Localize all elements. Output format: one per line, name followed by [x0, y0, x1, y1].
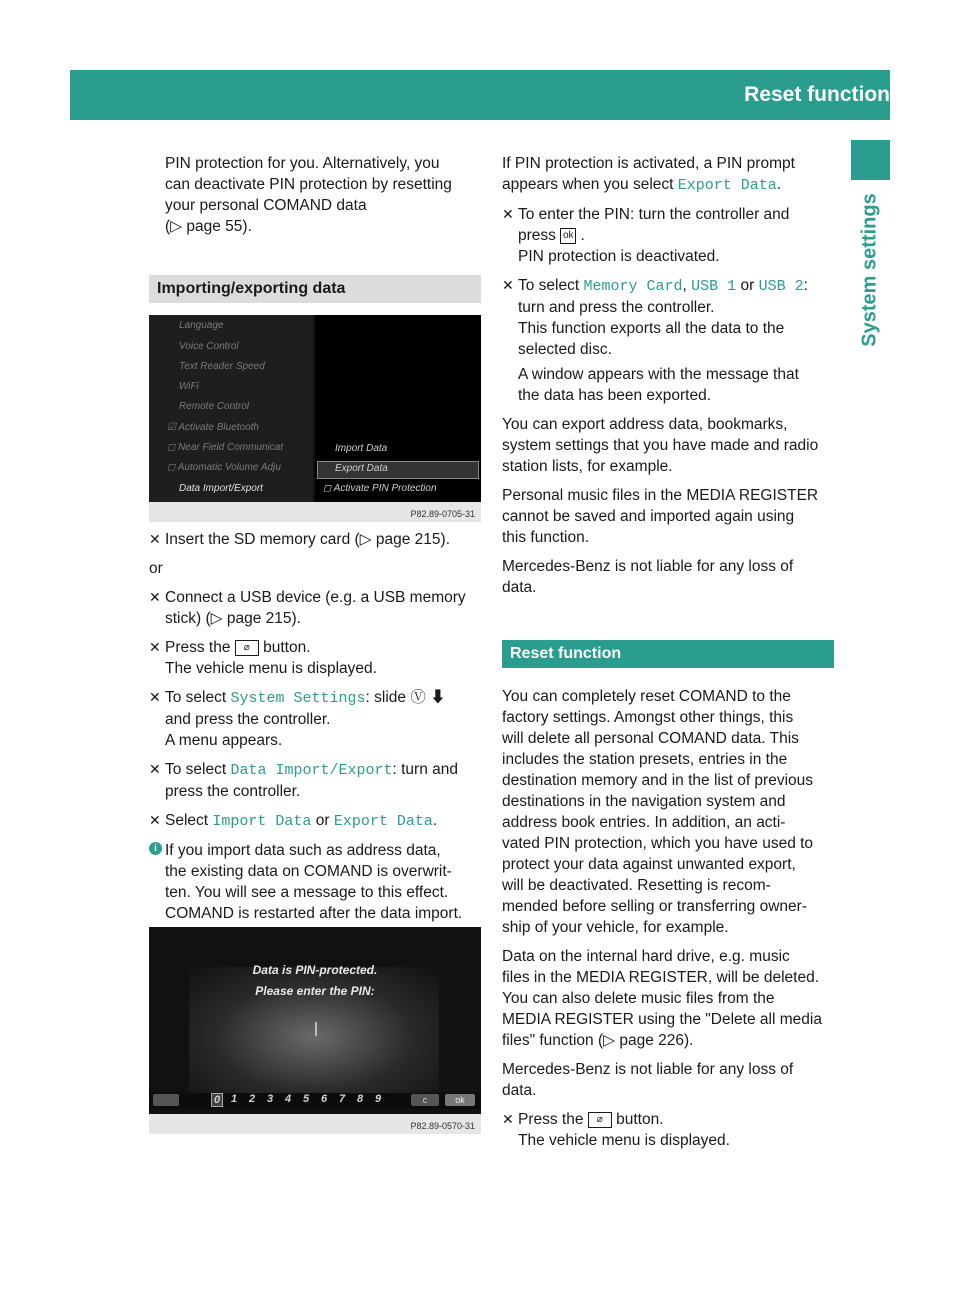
menu-code-memory-card: Memory Card — [583, 278, 683, 295]
menu-code-system-settings: System Settings — [230, 690, 366, 707]
vehicle-button-icon: ⌀ — [235, 640, 259, 656]
section-heading-import-export: Importing/exporting data — [149, 275, 481, 303]
info-text: COMAND is restarted after the data import. — [165, 905, 463, 922]
menu-item: ☑ Activate Bluetooth — [167, 422, 259, 433]
info-note — [149, 840, 481, 924]
music-files-paragraph — [502, 485, 834, 548]
step-bullet-icon: ✕ — [149, 761, 161, 777]
menu-item: Remote Control — [179, 401, 250, 412]
page-number: 55 — [917, 85, 937, 104]
text-line: station lists, for example. — [502, 458, 673, 475]
step-text: or — [315, 812, 330, 829]
pin-digit: 7 — [339, 1093, 346, 1105]
text-line: cannot be saved and imported again using — [502, 508, 795, 525]
header-title: Reset function — [744, 83, 890, 106]
pin-digit: 0 — [211, 1093, 223, 1107]
text-line: Mercedes-Benz is not liable for any loss of — [502, 1061, 794, 1078]
text-line: this function. — [502, 529, 590, 546]
text-line: address book entries. In addition, an acti- — [502, 814, 786, 831]
screenshot-footer — [149, 1114, 481, 1134]
info-icon: i — [149, 842, 162, 855]
menu-code-export-data: Export Data — [677, 177, 777, 194]
step-text: : turn and — [392, 761, 459, 778]
step-bullet-icon: ✕ — [502, 277, 514, 293]
pin-prompt-paragraph — [502, 153, 834, 196]
ok-key: ok — [445, 1094, 475, 1106]
step-text: : — [803, 277, 808, 294]
text-line: . — [776, 176, 782, 193]
step-text: press the controller. — [165, 783, 301, 800]
text-line: your personal COMAND data — [165, 197, 367, 214]
image-code: P82.89-0570-31 — [410, 1121, 475, 1131]
text-line: appears when you select — [502, 176, 674, 193]
menu-code-usb1: USB 1 — [691, 278, 737, 295]
step-result: selected disc. — [518, 341, 612, 358]
pin-digit: 4 — [285, 1093, 292, 1105]
right-column — [502, 153, 834, 1159]
step-text: . — [580, 227, 585, 244]
step-press-vehicle-button — [149, 637, 481, 679]
text-line: Data on the internal hard drive, e.g. music — [502, 948, 790, 965]
step-result: The vehicle menu is displayed. — [518, 1132, 730, 1149]
pin-digit: 2 — [249, 1093, 256, 1105]
info-text: ten. You will see a message to this effect. — [165, 884, 449, 901]
step-bullet-icon: ✕ — [149, 589, 161, 605]
menu-item: Language — [179, 320, 224, 331]
text-line: includes the station presets, entries in the — [502, 751, 788, 768]
import-export-submenu — [315, 315, 481, 502]
export-data-paragraph — [502, 414, 834, 477]
step-text: Select — [165, 812, 209, 829]
step-result: A window appears with the message that — [518, 366, 799, 383]
step-result: This function exports all the data to the — [518, 320, 785, 337]
text-line: system settings that you have made and radio — [502, 437, 819, 454]
text-line: destination memory and in the list of previous — [502, 772, 814, 789]
pin-digit: 1 — [231, 1093, 238, 1105]
step-text: To select — [165, 761, 227, 778]
step-text: or — [740, 277, 755, 294]
menu-item: Text Reader Speed — [179, 361, 265, 372]
menu-item: WiFi — [179, 381, 199, 392]
step-bullet-icon: ✕ — [502, 1111, 514, 1127]
submenu-item-selected: Export Data — [335, 463, 388, 474]
text-line: You can also delete music files from the — [502, 990, 775, 1007]
page-header — [70, 70, 937, 120]
step-text: : slide Ⓥ ⬇ — [365, 689, 446, 706]
system-settings-menu — [149, 315, 313, 502]
screenshot-footer — [149, 502, 481, 522]
step-text: turn and press the controller. — [518, 299, 715, 316]
text-line: destinations in the navigation system and — [502, 793, 786, 810]
text-line: files in the MEDIA REGISTER, will be deleted. — [502, 969, 820, 986]
step-text: To select — [165, 689, 227, 706]
text-line: protect your data against unwanted export, — [502, 856, 796, 873]
step-text: Press the — [165, 639, 231, 656]
reset-paragraph — [502, 686, 834, 938]
pin-message-line: Please enter the PIN: — [255, 984, 375, 998]
intro-paragraph — [149, 153, 481, 237]
text-line: mended before selling or transferring owner- — [502, 898, 807, 915]
step-bullet-icon: ✕ — [149, 531, 161, 547]
step-bullet-icon: ✕ — [149, 639, 161, 655]
step-text: and press the controller. — [165, 711, 331, 728]
step-text: button. — [616, 1111, 664, 1128]
step-text: Press the — [518, 1111, 584, 1128]
step-text: press — [518, 227, 556, 244]
pin-digit: 8 — [357, 1093, 364, 1105]
pin-cursor — [315, 1022, 317, 1036]
menu-code-export-data: Export Data — [333, 813, 433, 830]
text-line: Mercedes-Benz is not liable for any loss of — [502, 558, 794, 575]
liability-paragraph-2 — [502, 1059, 834, 1101]
text-line: can deactivate PIN protection by resetting — [165, 176, 452, 193]
text-line: Personal music files in the MEDIA REGISTER — [502, 487, 819, 504]
step-bullet-icon: ✕ — [502, 206, 514, 222]
page-reference: files" function (▷ page 226). — [502, 1032, 694, 1049]
step-text: To enter the PIN: turn the controller and — [518, 206, 790, 223]
pin-message-line: Data is PIN-protected. — [252, 963, 378, 977]
pin-digit: 9 — [375, 1093, 382, 1105]
step-result: The vehicle menu is displayed. — [165, 660, 377, 677]
screenshot-import-export-menu — [149, 315, 481, 522]
text-line: will delete all personal COMAND data. This — [502, 730, 799, 747]
or-text: or — [149, 560, 163, 577]
side-tab-marker — [851, 140, 890, 180]
side-tab — [848, 190, 892, 350]
submenu-item: ◻ Activate PIN Protection — [323, 483, 437, 494]
menu-item: Voice Control — [179, 341, 239, 352]
info-text: the existing data on COMAND is overwrit- — [165, 863, 452, 880]
step-text: button. — [263, 639, 311, 656]
step-enter-pin — [502, 204, 834, 267]
menu-code-import-data: Import Data — [212, 813, 312, 830]
step-bullet-icon: ✕ — [149, 689, 161, 705]
text-line: If PIN protection is activated, a PIN prompt — [502, 155, 795, 172]
step-text: stick) (▷ page 215). — [165, 610, 301, 627]
step-text: Insert the SD memory card (▷ page 215). — [165, 531, 451, 548]
liability-paragraph — [502, 556, 834, 598]
step-select-import-export — [149, 810, 481, 832]
text-line: data. — [502, 579, 537, 596]
screenshot-pin-prompt — [149, 927, 481, 1134]
step-select-system-settings — [149, 687, 481, 751]
pin-digit: 5 — [303, 1093, 310, 1105]
page-reference: (▷ page 55). — [165, 218, 252, 235]
step-select-target-disc — [502, 275, 834, 406]
text-line: data. — [502, 1082, 537, 1099]
step-select-data-import-export — [149, 759, 481, 802]
menu-item-selected: Data Import/Export — [179, 483, 263, 494]
text-line: vated PIN protection, which you have used to — [502, 835, 814, 852]
step-text: To select — [518, 277, 580, 294]
pin-digit-bar — [149, 1093, 481, 1109]
step-press-vehicle-button-2 — [502, 1109, 834, 1151]
text-line: ship of your vehicle, for example. — [502, 919, 729, 936]
menu-item: ◻ Automatic Volume Adju — [167, 462, 281, 473]
text-line: PIN protection for you. Alternatively, you — [165, 155, 440, 172]
text-line: You can export address data, bookmarks, — [502, 416, 788, 433]
step-insert-sd — [149, 529, 481, 550]
image-code: P82.89-0705-31 — [410, 509, 475, 519]
text-line: will be deactivated. Resetting is recom- — [502, 877, 771, 894]
pin-digit: 6 — [321, 1093, 328, 1105]
step-result: A menu appears. — [165, 732, 283, 749]
step-connect-usb — [149, 587, 481, 629]
step-result: the data has been exported. — [518, 387, 712, 404]
step-text: , — [682, 277, 687, 294]
hard-drive-paragraph — [502, 946, 834, 1051]
step-bullet-icon: ✕ — [149, 812, 161, 828]
ok-button-icon: ok — [560, 228, 576, 244]
pin-digit: 3 — [267, 1093, 274, 1105]
menu-code-usb2: USB 2 — [758, 278, 804, 295]
info-text: If you import data such as address data, — [165, 842, 441, 859]
text-line: factory settings. Amongst other things, this — [502, 709, 794, 726]
section-heading-reset: Reset function — [502, 640, 834, 668]
left-column — [149, 153, 481, 932]
vehicle-button-icon: ⌀ — [588, 1112, 612, 1128]
menu-code-data-import-export: Data Import/Export — [230, 762, 393, 779]
step-text: Connect a USB device (e.g. a USB memory — [165, 589, 466, 606]
menu-item: ◻ Near Field Communicat — [167, 442, 284, 453]
text-line: You can completely reset COMAND to the — [502, 688, 791, 705]
step-result: PIN protection is deactivated. — [518, 248, 720, 265]
back-icon — [153, 1094, 179, 1106]
submenu-item: Import Data — [335, 443, 388, 454]
clear-key: c — [411, 1094, 439, 1106]
side-tab-label: System settings — [858, 193, 881, 347]
step-text: . — [432, 812, 438, 829]
text-line: MEDIA REGISTER using the "Delete all media — [502, 1011, 822, 1028]
